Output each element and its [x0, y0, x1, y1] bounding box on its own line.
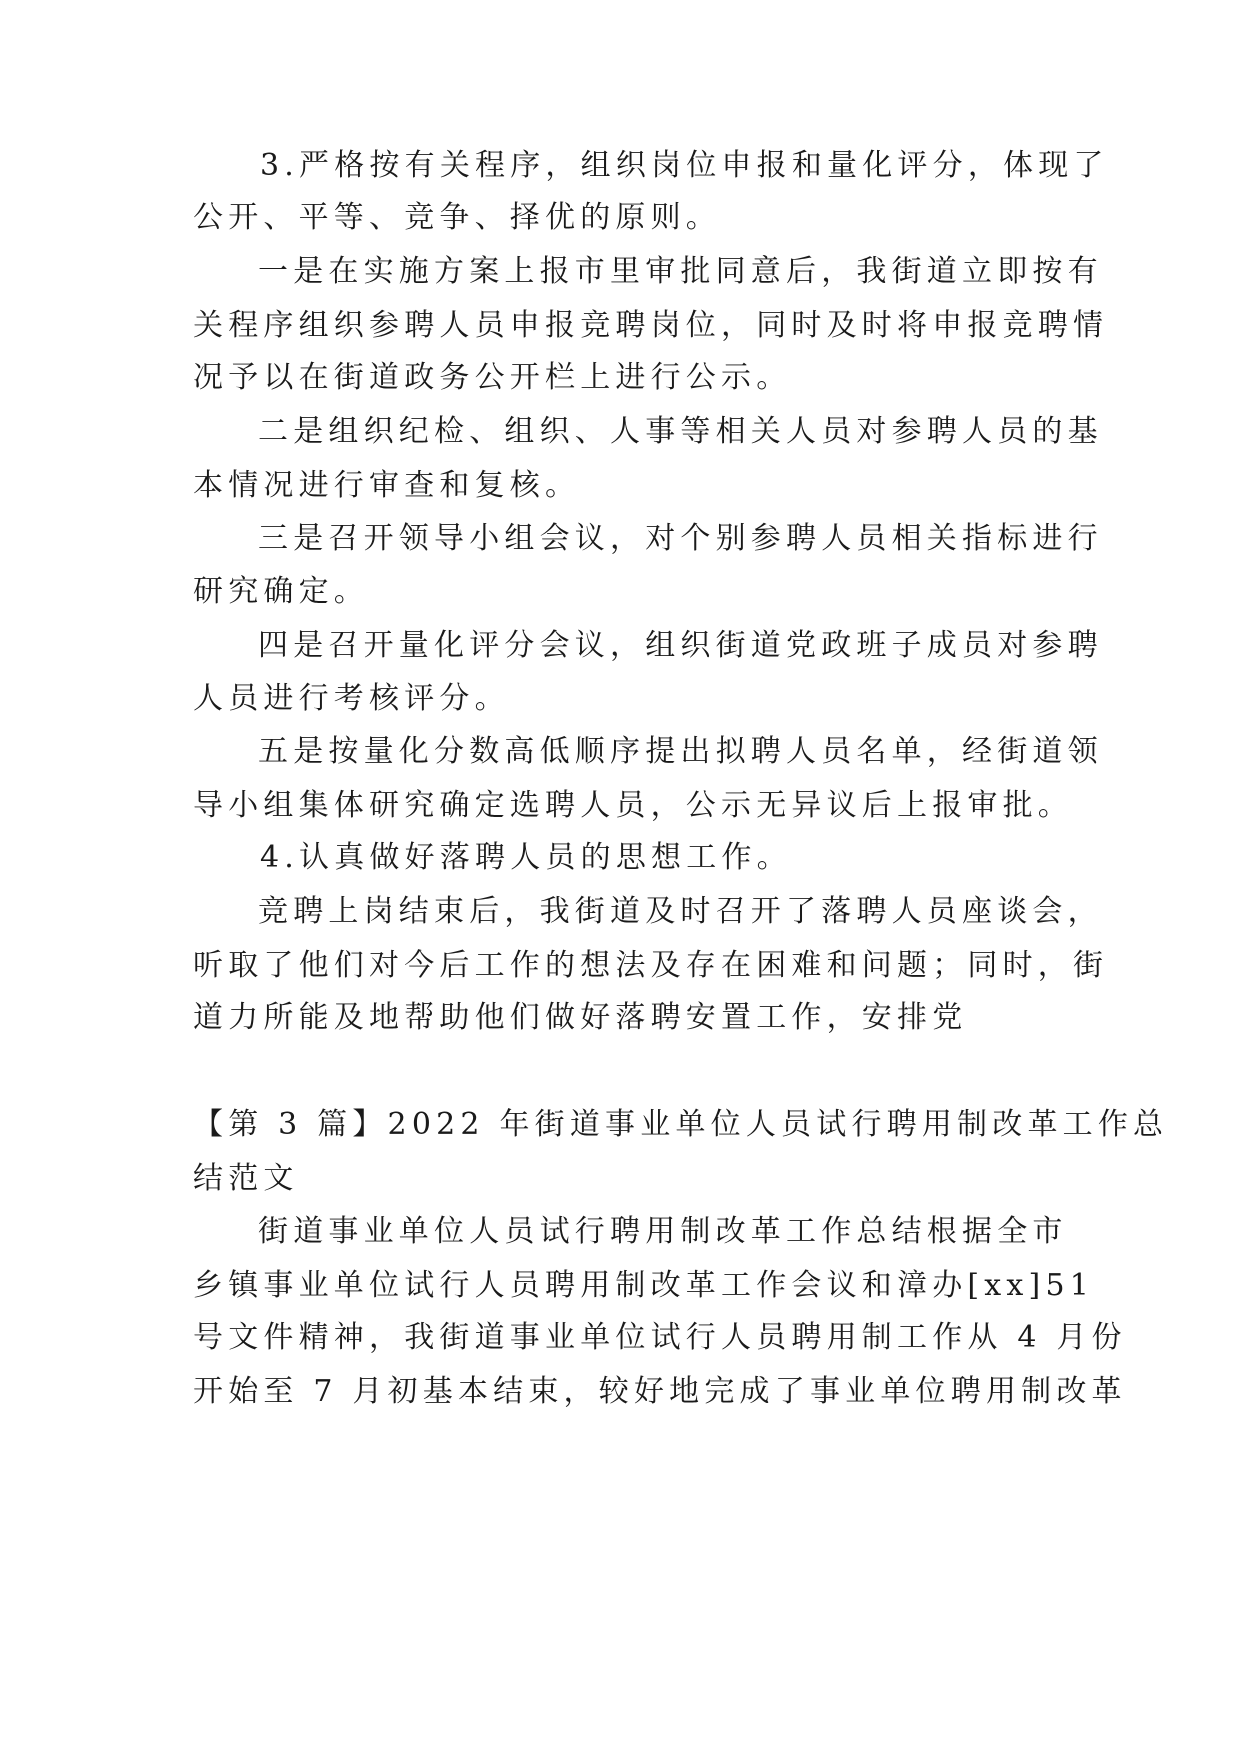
paragraph-line: 乡镇事业单位试行人员聘用制改革工作会议和漳办[xx]51: [193, 1268, 1095, 1303]
paragraph-line: 二是组织纪检、组织、人事等相关人员对参聘人员的基: [258, 414, 1103, 449]
paragraph-line: 公开、平等、竞争、择优的原则。: [193, 200, 721, 235]
paragraph-line: 四是召开量化评分会议，组织街道党政班子成员对参聘: [258, 628, 1103, 663]
paragraph-line: 一是在实施方案上报市里审批同意后，我街道立即按有: [258, 254, 1103, 289]
paragraph-line: 街道事业单位人员试行聘用制改革工作总结根据全市: [258, 1214, 1068, 1249]
section-title: 【第 3 篇】2022 年街道事业单位人员试行聘用制改革工作总: [193, 1107, 1169, 1142]
paragraph-line: 竞聘上岗结束后，我街道及时召开了落聘人员座谈会，: [258, 894, 1103, 929]
section-title: 结范文: [193, 1161, 299, 1196]
paragraph-line: 本情况进行审查和复核。: [193, 468, 581, 503]
paragraph-line: 人员进行考核评分。: [193, 681, 510, 716]
paragraph-line: 五是按量化分数高低顺序提出拟聘人员名单，经街道领: [258, 734, 1103, 769]
paragraph-line: 三是召开领导小组会议，对个别参聘人员相关指标进行: [258, 521, 1103, 556]
paragraph-line: 号文件精神，我街道事业单位试行人员聘用制工作从 4 月份: [193, 1320, 1127, 1355]
paragraph-line: 况予以在街道政务公开栏上进行公示。: [193, 360, 792, 395]
paragraph-line: 研究确定。: [193, 574, 369, 609]
paragraph-line: 4.认真做好落聘人员的思想工作。: [260, 840, 792, 875]
paragraph-line: 道力所能及地帮助他们做好落聘安置工作，安排党: [193, 1000, 968, 1035]
paragraph-line: 3.严格按有关程序，组织岗位申报和量化评分，体现了: [260, 148, 1109, 183]
paragraph-line: 关程序组织参聘人员申报竞聘岗位，同时及时将申报竞聘情: [193, 308, 1109, 343]
paragraph-line: 导小组集体研究确定选聘人员，公示无异议后上报审批。: [193, 788, 1073, 823]
paragraph-line: 听取了他们对今后工作的想法及存在困难和问题；同时，街: [193, 948, 1109, 983]
paragraph-line: 开始至 7 月初基本结束，较好地完成了事业单位聘用制改革: [193, 1374, 1127, 1409]
